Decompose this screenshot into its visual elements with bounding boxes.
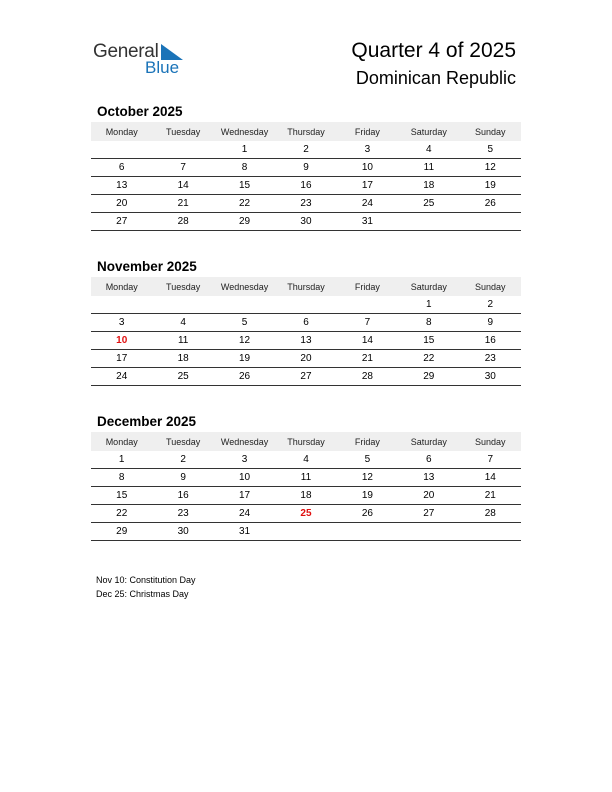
weekday-header: Saturday xyxy=(398,432,459,451)
day-cell: 14 xyxy=(337,332,398,350)
day-cell: 16 xyxy=(152,487,213,505)
day-cell: 1 xyxy=(91,451,152,469)
month-title: November 2025 xyxy=(97,259,197,274)
day-cell: 1 xyxy=(398,296,459,314)
day-cell: 4 xyxy=(152,314,213,332)
day-cell: 28 xyxy=(460,505,521,523)
day-cell: 20 xyxy=(275,350,336,368)
day-cell: 24 xyxy=(337,195,398,213)
day-cell: 27 xyxy=(91,213,152,231)
day-cell: 2 xyxy=(152,451,213,469)
day-cell: 9 xyxy=(460,314,521,332)
generalblue-logo xyxy=(93,41,193,81)
weekday-header: Saturday xyxy=(398,122,459,141)
month-calendar xyxy=(91,432,521,541)
logo-blue-text: Blue xyxy=(145,58,180,77)
day-cell: 31 xyxy=(214,523,275,541)
day-cell: 26 xyxy=(214,368,275,386)
day-cell: 2 xyxy=(460,296,521,314)
day-cell: 15 xyxy=(398,332,459,350)
weekday-header: Friday xyxy=(337,277,398,296)
day-cell: 14 xyxy=(460,469,521,487)
day-cell xyxy=(398,213,459,231)
week-row xyxy=(91,314,521,332)
day-cell: 4 xyxy=(275,451,336,469)
weekday-header: Sunday xyxy=(460,122,521,141)
day-cell: 8 xyxy=(91,469,152,487)
day-cell: 1 xyxy=(214,141,275,159)
day-cell: 12 xyxy=(337,469,398,487)
day-cell: 4 xyxy=(398,141,459,159)
weekday-header: Wednesday xyxy=(214,122,275,141)
day-cell xyxy=(91,296,152,314)
day-cell: 25 xyxy=(275,505,336,523)
month-october xyxy=(91,103,521,231)
weekday-header: Wednesday xyxy=(214,277,275,296)
week-row xyxy=(91,213,521,231)
weekday-header: Monday xyxy=(91,432,152,451)
quarter-title: Quarter 4 of 2025 xyxy=(351,39,516,62)
weekday-header: Tuesday xyxy=(152,122,213,141)
day-cell: 19 xyxy=(460,177,521,195)
day-cell xyxy=(398,523,459,541)
week-row xyxy=(91,332,521,350)
day-cell: 26 xyxy=(460,195,521,213)
weekday-header-row xyxy=(91,432,521,451)
week-row xyxy=(91,469,521,487)
day-cell xyxy=(460,213,521,231)
country-name: Dominican Republic xyxy=(355,68,516,88)
day-cell xyxy=(152,141,213,159)
weekday-header: Sunday xyxy=(460,432,521,451)
day-cell: 7 xyxy=(337,314,398,332)
week-row xyxy=(91,296,521,314)
header xyxy=(351,38,516,90)
week-row xyxy=(91,141,521,159)
day-cell: 6 xyxy=(275,314,336,332)
month-calendar xyxy=(91,122,521,231)
day-cell: 13 xyxy=(91,177,152,195)
day-cell: 8 xyxy=(214,159,275,177)
weekday-header: Friday xyxy=(337,432,398,451)
day-cell: 17 xyxy=(214,487,275,505)
day-cell: 22 xyxy=(398,350,459,368)
day-cell: 31 xyxy=(337,213,398,231)
day-cell: 9 xyxy=(275,159,336,177)
day-cell: 19 xyxy=(214,350,275,368)
day-cell: 13 xyxy=(275,332,336,350)
month-november xyxy=(91,258,521,386)
day-cell: 21 xyxy=(460,487,521,505)
day-cell: 15 xyxy=(91,487,152,505)
day-cell: 10 xyxy=(91,332,152,350)
day-cell: 5 xyxy=(214,314,275,332)
day-cell: 18 xyxy=(398,177,459,195)
day-cell: 13 xyxy=(398,469,459,487)
day-cell: 19 xyxy=(337,487,398,505)
day-cell: 10 xyxy=(214,469,275,487)
weekday-header: Thursday xyxy=(275,277,336,296)
day-cell: 5 xyxy=(460,141,521,159)
day-cell: 22 xyxy=(91,505,152,523)
day-cell: 5 xyxy=(337,451,398,469)
day-cell: 20 xyxy=(398,487,459,505)
week-row xyxy=(91,487,521,505)
day-cell: 29 xyxy=(214,213,275,231)
day-cell: 27 xyxy=(398,505,459,523)
day-cell: 25 xyxy=(398,195,459,213)
day-cell: 21 xyxy=(152,195,213,213)
day-cell: 30 xyxy=(152,523,213,541)
day-cell: 14 xyxy=(152,177,213,195)
day-cell xyxy=(337,523,398,541)
day-cell: 18 xyxy=(275,487,336,505)
weekday-header: Thursday xyxy=(275,122,336,141)
day-cell: 22 xyxy=(214,195,275,213)
day-cell: 27 xyxy=(275,368,336,386)
day-cell: 11 xyxy=(152,332,213,350)
day-cell: 23 xyxy=(152,505,213,523)
month-title: December 2025 xyxy=(97,414,197,429)
week-row xyxy=(91,523,521,541)
day-cell: 17 xyxy=(337,177,398,195)
week-row xyxy=(91,505,521,523)
day-cell: 20 xyxy=(91,195,152,213)
day-cell: 12 xyxy=(460,159,521,177)
day-cell: 9 xyxy=(152,469,213,487)
day-cell: 30 xyxy=(460,368,521,386)
holiday-notes xyxy=(96,573,196,601)
day-cell: 12 xyxy=(214,332,275,350)
day-cell xyxy=(275,523,336,541)
week-row xyxy=(91,368,521,386)
day-cell xyxy=(152,296,213,314)
week-row xyxy=(91,451,521,469)
holiday-note: Nov 10: Constitution Day xyxy=(96,575,196,585)
weekday-header: Saturday xyxy=(398,277,459,296)
weekday-header: Tuesday xyxy=(152,277,213,296)
day-cell: 6 xyxy=(91,159,152,177)
weekday-header-row xyxy=(91,122,521,141)
day-cell: 28 xyxy=(337,368,398,386)
month-title: October 2025 xyxy=(97,104,183,119)
day-cell: 29 xyxy=(91,523,152,541)
weekday-header: Sunday xyxy=(460,277,521,296)
week-row xyxy=(91,159,521,177)
weekday-header: Monday xyxy=(91,122,152,141)
week-row xyxy=(91,195,521,213)
weekday-header: Monday xyxy=(91,277,152,296)
weekday-header: Friday xyxy=(337,122,398,141)
day-cell: 2 xyxy=(275,141,336,159)
day-cell: 3 xyxy=(214,451,275,469)
day-cell: 8 xyxy=(398,314,459,332)
week-row xyxy=(91,350,521,368)
day-cell xyxy=(214,296,275,314)
day-cell: 24 xyxy=(214,505,275,523)
day-cell: 21 xyxy=(337,350,398,368)
day-cell: 15 xyxy=(214,177,275,195)
day-cell xyxy=(91,141,152,159)
day-cell: 29 xyxy=(398,368,459,386)
day-cell: 26 xyxy=(337,505,398,523)
day-cell: 11 xyxy=(275,469,336,487)
month-calendar xyxy=(91,277,521,386)
day-cell: 16 xyxy=(460,332,521,350)
weekday-header: Thursday xyxy=(275,432,336,451)
month-december xyxy=(91,413,521,541)
day-cell xyxy=(275,296,336,314)
day-cell: 7 xyxy=(152,159,213,177)
day-cell: 18 xyxy=(152,350,213,368)
day-cell: 3 xyxy=(337,141,398,159)
day-cell: 24 xyxy=(91,368,152,386)
weekday-header: Tuesday xyxy=(152,432,213,451)
day-cell: 7 xyxy=(460,451,521,469)
day-cell: 11 xyxy=(398,159,459,177)
day-cell: 28 xyxy=(152,213,213,231)
day-cell: 23 xyxy=(460,350,521,368)
day-cell xyxy=(460,523,521,541)
holiday-note: Dec 25: Christmas Day xyxy=(96,589,189,599)
day-cell: 3 xyxy=(91,314,152,332)
day-cell: 17 xyxy=(91,350,152,368)
day-cell xyxy=(337,296,398,314)
day-cell: 25 xyxy=(152,368,213,386)
day-cell: 6 xyxy=(398,451,459,469)
day-cell: 30 xyxy=(275,213,336,231)
day-cell: 16 xyxy=(275,177,336,195)
day-cell: 10 xyxy=(337,159,398,177)
weekday-header: Wednesday xyxy=(214,432,275,451)
day-cell: 23 xyxy=(275,195,336,213)
weekday-header-row xyxy=(91,277,521,296)
week-row xyxy=(91,177,521,195)
logo-general-text: General xyxy=(93,41,159,62)
